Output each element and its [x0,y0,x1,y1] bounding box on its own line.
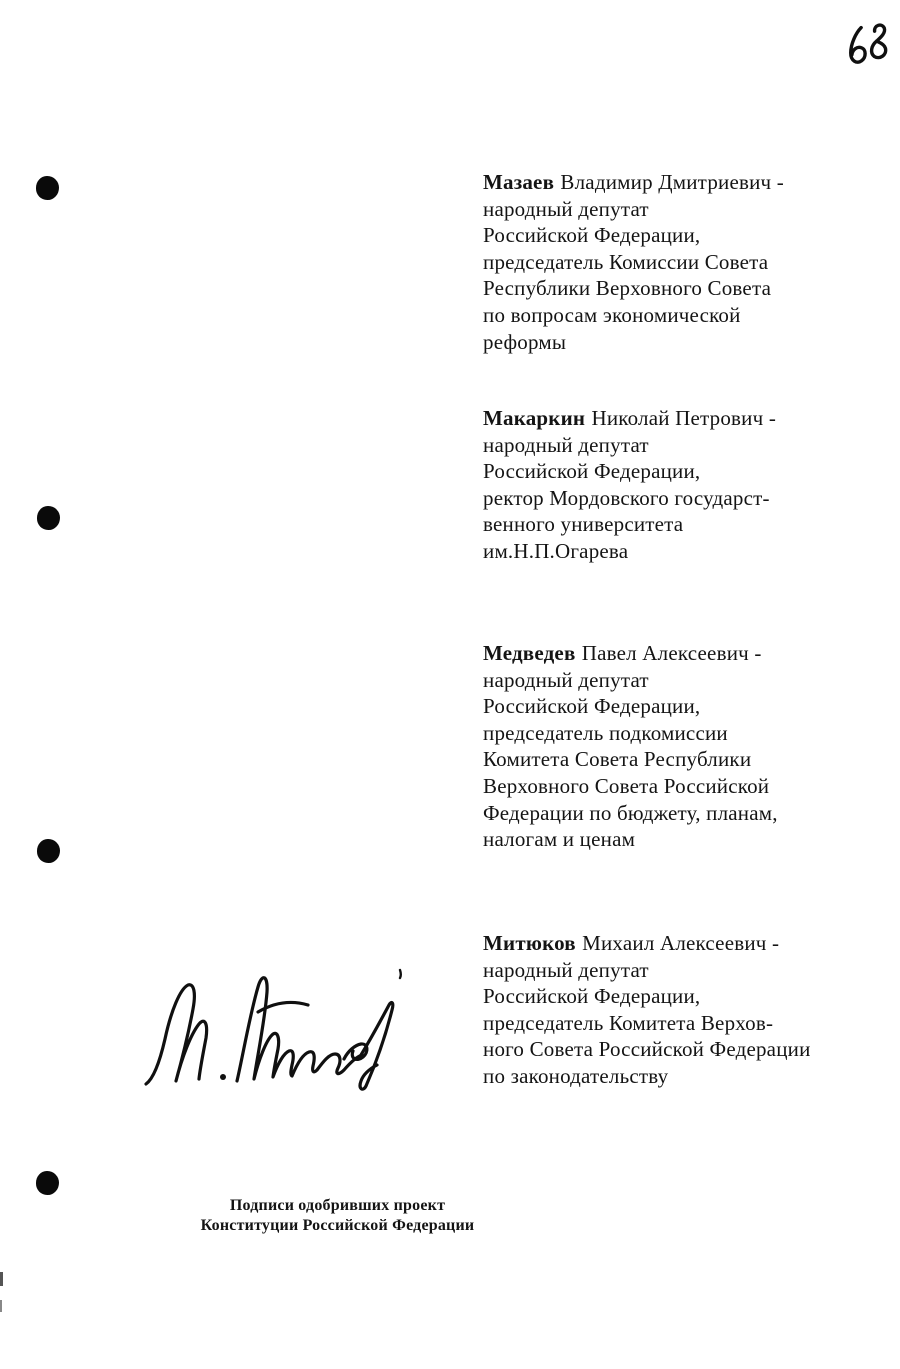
entry-line: председатель Комиссии Совета [483,249,769,274]
punch-hole-icon [37,506,60,530]
entry-line: Комитета Совета Республики [483,747,752,772]
scan-artifact [0,1272,3,1286]
entry-line: по законодательству [483,1063,669,1088]
entry-line [483,640,843,667]
entry-line-text: Николай Петрович - [591,406,777,430]
entry-line: ного Совета Российской Федерации [483,1037,811,1062]
deputy-entry [483,405,843,565]
entry-line: по вопросам экономической [483,302,741,327]
page-number-handwritten [840,20,896,70]
entry-line: им.Н.П.Огарева [483,538,629,563]
deputy-name: Митюков [483,931,576,955]
entry-line: Федерации по бюджету, планам, [483,800,778,825]
deputy-entry [483,169,843,355]
deputy-name: Макаркин [483,406,586,430]
entry-line: венного университета [483,512,684,537]
entry-line-text: Михаил Алексеевич - [582,931,780,955]
entry-line [483,405,843,432]
entry-line-text: Павел Алексеевич - [581,641,762,665]
entry-line [483,169,843,196]
scan-artifact [0,1300,2,1312]
punch-hole-icon [37,839,60,863]
entry-line: реформы [483,329,567,354]
caption [155,1196,520,1235]
deputy-name: Мазаев [483,170,555,194]
entry-line-text: Владимир Дмитриевич - [560,170,784,194]
entry-line: народный депутат [483,196,649,221]
entry-line: народный депутат [483,957,649,982]
entry-line: Российской Федерации, [483,223,701,248]
entry-line: народный депутат [483,667,649,692]
entry-line: Российской Федерации, [483,984,701,1009]
deputy-entry [483,930,843,1090]
entry-line: Верховного Совета Российской [483,773,770,798]
entry-line: Российской Федерации, [483,459,701,484]
entry-line: Российской Федерации, [483,694,701,719]
deputy-name: Медведев [483,641,576,665]
caption-line: Подписи одобривших проект [229,1197,446,1214]
entry-line: Республики Верховного Совета [483,276,772,301]
entry-line [483,930,843,957]
entry-line: народный депутат [483,432,649,457]
entry-line: ректор Мордовского государст- [483,485,770,510]
deputy-entry [483,640,843,853]
signature-handwritten [138,960,423,1095]
caption-line: Конституции Российской Федерации [200,1216,475,1234]
entry-line: председатель подкомиссии [483,720,728,745]
entry-line: налогам и ценам [483,827,636,852]
entry-line: председатель Комитета Верхов- [483,1010,774,1035]
punch-hole-icon [36,176,59,200]
punch-hole-icon [36,1171,59,1195]
